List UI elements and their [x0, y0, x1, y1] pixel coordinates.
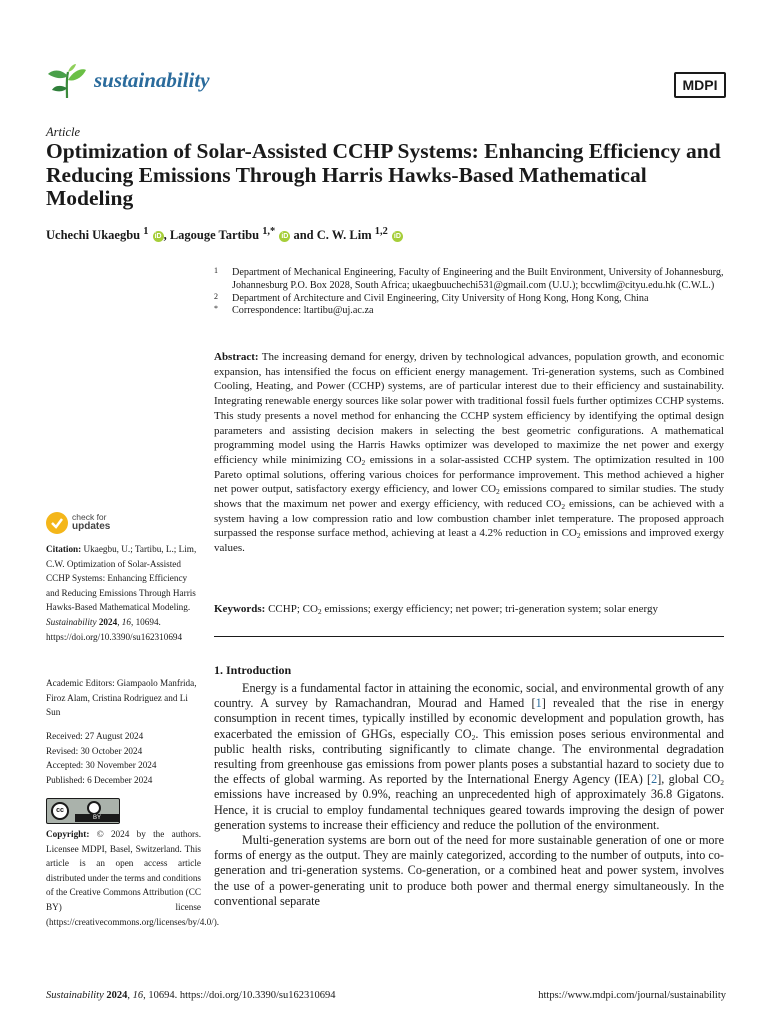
affiliation-item — [214, 293, 729, 306]
citation-label: Citation: — [46, 544, 82, 554]
reference-link[interactable]: 2 — [651, 772, 658, 787]
abstract-label: Abstract: — [214, 351, 259, 363]
creative-commons-icon: cc — [51, 802, 69, 820]
affiliations — [214, 267, 729, 318]
journal-name: sustainability — [94, 68, 210, 92]
copyright-label: Copyright: — [46, 829, 90, 839]
reference-link[interactable]: 1 — [535, 696, 542, 711]
keywords-label: Keywords: — [214, 603, 266, 615]
correspondence-text: Correspondence: ltartibu@uj.ac.za — [232, 305, 374, 317]
abstract: Abstract: The increasing demand for energy, driven by technological advances, population growth, and economic expansion, has intensified the focus on efficient energy management. Tri-generation systems, such as Combined Cooling, Heating, and Power (CCHP) systems, are of particular interest due to their efficiency and sustainability. Integrating renewable energy sources like solar power with traditional fossil fuels further optimizes CCHP systems. This study presents a novel method for enhancing the CCHP system efficiency by identifying the optimal design parameters and assisting decision makers in selecting the best geometric configurations. A mathematical programming model using the Harris Hawks optimizer was developed to maximize the net power and exergy efficiency while minimizing $CO_2$ emissions in a solar-assisted CCHP system. The optimization resulted in 100 Pareto optimal solutions, offering various choices for performance improvement. This method achieved a higher net power output, satisfactory exergy efficiency, and lower $CO_2$ emissions compared to similar studies. The study shows that the maximum net power and exergy efficiency, with reduced $CO_2$ emissions, can be achieved with a system having a low compression ratio and low combustion chamber inlet temperature. The proposed approach surpassed the response surface method, achieving at least a 4.2% reduction in $CO_2$ emissions and improved exergy values. — [214, 351, 724, 555]
orcid-icon[interactable]: iD — [154, 233, 162, 241]
affiliation-item — [214, 305, 729, 318]
introduction-body — [214, 681, 724, 909]
affiliation-text: Department of Architecture and Civil Engineering, City University of Hong Kong, Hong Kong, China — [232, 292, 649, 304]
page-footer: Sustainability 2024, 16, 10694. https://doi.org/10.3390/su162310694 https://www.mdpi.com/journal/sustainability — [46, 990, 726, 1001]
affiliation-number: 1 — [214, 266, 218, 275]
paragraph: Energy is a fundamental factor in attaining the economic, social, and environmental growth of any country. A survey by Ramachandran, Mourad and Hamed [1] revealed that the rise in energy consumption in recent times, typically instilled by economic development and population growth, has exacerbated the emission of GHGs, especially $CO_2$. This emission poses serious environmental and public health risks, contributing significantly to climate change. The environmental degradation resulting from greenhouse gas emissions from power plants poses a substantial hazard to society due to the effects of global warming. As reported by the International Energy Agency (IEA) [2], global $CO_2$ emissions have increased by 0.9%, reaching an unprecedented high of approximately 36.8 Gigatons. Hence, it is crucial to employ fundamental techniques geared towards improving the design of power generation systems to increase their efficiency and reduce the pollution of the environment. — [214, 681, 724, 832]
paragraph: Multi-generation systems are born out of the need for more sustainable generation of one or more forms of energy as the output. They are mainly categorized, according to the number of outputs, into co-generation and tri-generation systems. Co-generation, or a combined heat and power system, involves the use of a power-generating unit to produce both power and thermal energy simultaneously. In the conventional separate — [214, 833, 724, 908]
check-for-updates-icon — [46, 512, 68, 534]
author-list: Uchechi Ukaegbu $^1$ iD , Lagouge Tartibu $^{1,*}$ iD and C. W. Lim $^{1,2}$ iD — [46, 226, 401, 243]
copyright-block: Copyright: © 2024 by the authors. Licensee MDPI, Basel, Switzerland. This article is an open access article distributed under the terms and conditions of the Creative Commons Attribution (CC BY) license (https://creativecommons.org/licenses/by/4.0/). — [46, 829, 220, 927]
academic-editors: Academic Editors: Giampaolo Manfrida, Firoz Alam, Cristina Rodriguez and Li Sun — [46, 678, 197, 718]
date-received: Received: 27 August 2024 — [46, 731, 144, 741]
cc-by-license-badge[interactable]: cc BY — [46, 798, 120, 824]
author-name[interactable]: C. W. Lim — [316, 228, 372, 243]
keywords: Keywords: CCHP; $CO_2$ emissions; exergy efficiency; net power; tri-generation system; solar energy — [214, 603, 658, 616]
attribution-icon — [87, 801, 101, 815]
paper-title: Optimization of Solar-Assisted CCHP Systems: Enhancing Efficiency and Reducing Emissions Through Harris Hawks-Based Mathematical Modeling — [46, 139, 721, 210]
check-for-updates-button[interactable]: check for updates — [46, 512, 201, 538]
journal-url-link[interactable]: https://www.mdpi.com/journal/sustainability — [538, 990, 726, 1001]
footer-doi[interactable]: , 10694. https://doi.org/10.3390/su162310694 — [143, 990, 336, 1001]
affiliation-text: Department of Mechanical Engineering, Faculty of Engineering and the Built Environment, University of Johannesburg, Johannesburg P.O. Box 2028, South Africa; ukaegbuuchechi531@gmail.com (U.U.); bccwlim@cityu.edu.hk (C.W.L.) — [232, 267, 724, 291]
date-published: Published: 6 December 2024 — [46, 774, 153, 785]
section-divider — [214, 636, 724, 637]
author-name[interactable]: Lagouge Tartibu — [169, 228, 260, 243]
publication-dates — [46, 729, 201, 787]
journal-header — [46, 62, 726, 102]
author-name[interactable]: Uchechi Ukaegbu — [46, 228, 141, 243]
mdpi-logo: MDPI — [674, 72, 726, 98]
orcid-icon[interactable]: iD — [393, 233, 401, 241]
article-type: Article — [46, 125, 81, 139]
affiliation-item — [214, 267, 729, 293]
affiliation-number: * — [214, 304, 218, 314]
orcid-icon[interactable]: iD — [281, 233, 289, 241]
date-accepted: Accepted: 30 November 2024 — [46, 760, 157, 771]
date-revised: Revised: 30 October 2024 — [46, 745, 143, 756]
author-affil-sup: 1,2 — [374, 226, 388, 237]
affiliation-number: 2 — [214, 291, 218, 301]
citation-doi[interactable]: , 10694. https://doi.org/10.3390/su162310694 — [46, 616, 183, 642]
section-heading: 1. Introduction — [214, 663, 292, 677]
sustainability-logo-icon — [46, 62, 88, 100]
author-affil-sup: 1 — [143, 226, 149, 237]
citation-block: Citation: Ukaegbu, U.; Tartibu, L.; Lim, C.W. Optimization of Solar-Assisted CCHP Systems: Enhancing Efficiency and Reducing Emissions Through Harris Hawks-Based Mathematical Modeling. Sustainability 2024, 16, 10694. https://doi.org/10.3390/su162310694 — [46, 544, 197, 642]
author-affil-sup: 1,* — [262, 226, 276, 237]
